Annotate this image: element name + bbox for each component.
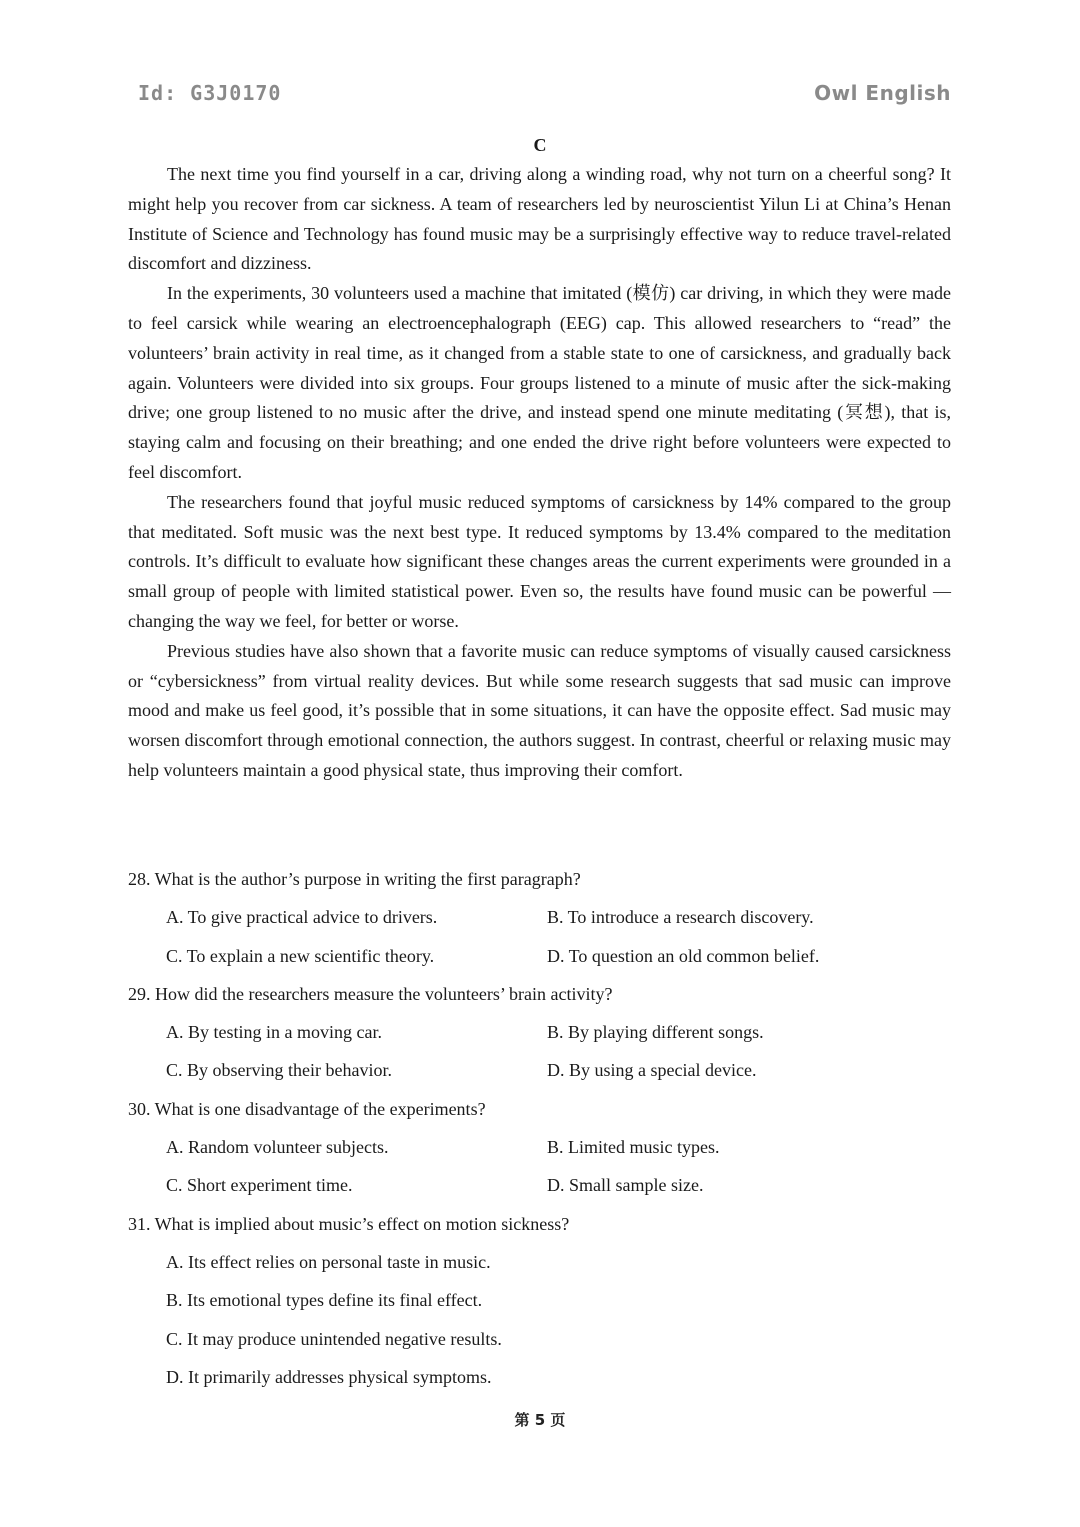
passage-paragraph-2: In the experiments, 30 volunteers used a machine that imitated (模仿) car driving, in which they were made to feel carsick while wearing an electroencephalograph (EEG) cap. This allowed researchers to “read” the volunteers’ brain activity in real time, as it changed from a stable state to one of carsickness, and gradually back again. Volunteers were divided into six groups. Four groups listened to a minute of music after the sick-making drive; one group listened to no music after the drive, and instead spend one minute meditating (冥想), that is, staying calm and focusing on their breathing; and one ended the drive right before volunteers were expected to feel discomfort. [128,283,951,482]
option-b[interactable]: B. To introduce a research discovery. [547,907,814,928]
reading-passage [128,160,951,786]
option-row [128,1018,951,1056]
option-a[interactable]: A. By testing in a moving car. [166,1022,382,1043]
publisher-name: Owl English [814,81,951,105]
option-row [128,1056,951,1094]
section-heading: C [533,135,547,155]
question-28 [128,865,951,980]
option-a[interactable]: A. To give practical advice to drivers. [166,907,438,928]
passage-paragraph-1: The next time you find yourself in a car, driving along a winding road, why not turn on a cheerful song? It might help you recover from car sickness. A team of researchers led by neuroscientist Yilun Li at China’s Henan Institute of Science and Technology has found music may be a surprisingly effective way to reduce travel-related discomfort and dizziness. [128,164,951,274]
option-d[interactable]: D. By using a special device. [547,1060,757,1081]
option-row [128,903,951,941]
option-row [128,1133,951,1171]
question-31 [128,1210,951,1401]
question-29 [128,980,951,1095]
passage-paragraph-3: The researchers found that joyful music reduced symptoms of carsickness by 14% compared to the group that meditated. Soft music was the next best type. It reduced symptoms by 13.4% compared to the meditation controls. It’s difficult to evaluate how significant these changes areas the current experiments were grounded in a small group of people with limited statistical power. Even so, the results have found music can be powerful — changing the way we feel, for better or worse. [128,491,951,631]
question-list [128,865,951,1401]
option-row [128,942,951,980]
option-d[interactable]: D. Small sample size. [547,1175,704,1196]
option-c[interactable]: C. To explain a new scientific theory. [166,945,435,966]
option-c[interactable]: C. It may produce unintended negative results. [166,1328,502,1349]
option-b[interactable]: B. Its emotional types define its final effect. [166,1290,483,1311]
option-b[interactable]: B. Limited music types. [547,1137,720,1158]
document-id: Id: G3J0170 [138,81,282,105]
option-row [128,1171,951,1209]
option-d[interactable]: D. It primarily addresses physical symptoms. [166,1366,492,1387]
option-a[interactable]: A. Its effect relies on personal taste in music. [166,1251,491,1272]
passage-paragraph-4: Previous studies have also shown that a favorite music can reduce symptoms of visually caused carsickness or “cybersickness” from virtual reality devices. But while some research suggests that sad music can improve mood and make us feel good, it’s possible that in some situations, it can have the opposite effect. Sad music may worsen discomfort through emotional connection, the authors suggest. In contrast, cheerful or relaxing music may help volunteers maintain a good physical state, thus improving their comfort. [128,640,951,780]
option-a[interactable]: A. Random volunteer subjects. [166,1137,389,1158]
option-b[interactable]: B. By playing different songs. [547,1022,764,1043]
option-d[interactable]: D. To question an old common belief. [547,945,820,966]
option-c[interactable]: C. Short experiment time. [166,1175,353,1196]
page-number: 第 5 页 [514,1411,566,1429]
question-stem: 29. How did the researchers measure the volunteers’ brain activity? [128,983,613,1004]
option-c[interactable]: C. By observing their behavior. [166,1060,392,1081]
question-stem: 30. What is one disadvantage of the experiments? [128,1098,486,1119]
question-stem: 28. What is the author’s purpose in writing the first paragraph? [128,869,581,889]
question-stem: 31. What is implied about music’s effect on motion sickness? [128,1213,570,1234]
question-30 [128,1095,951,1210]
